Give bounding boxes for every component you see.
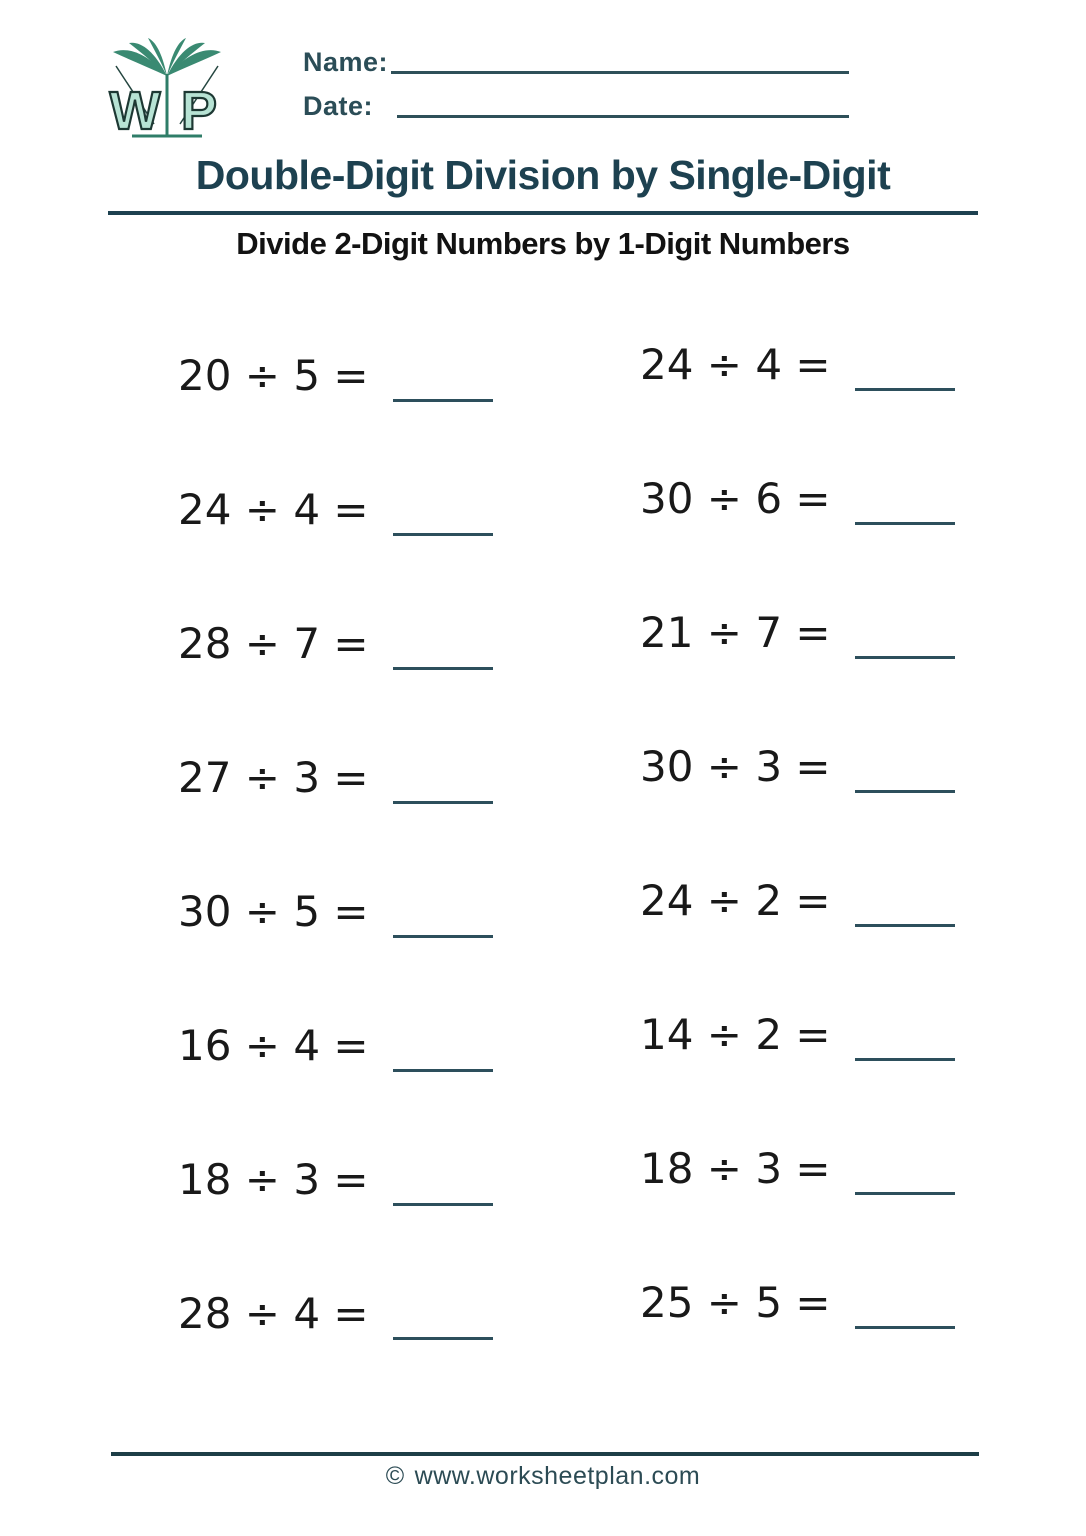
problem-row xyxy=(178,442,638,576)
problem-row xyxy=(178,844,638,978)
student-info-fields xyxy=(303,44,851,132)
title-divider-rule xyxy=(108,211,978,215)
problem-row xyxy=(640,699,1086,833)
answer-blank-line xyxy=(855,1192,955,1195)
answer-blank-line xyxy=(393,399,493,402)
problem-expression: 21 ÷ 7 = xyxy=(640,607,831,657)
problem-row xyxy=(178,1112,638,1246)
name-label: Name: xyxy=(303,47,389,77)
footer-credit xyxy=(0,1462,1086,1491)
page-title: Double-Digit Division by Single-Digit xyxy=(195,152,891,198)
problem-expression: 24 ÷ 4 = xyxy=(178,484,369,534)
answer-blank-line xyxy=(393,533,493,536)
problem-expression: 30 ÷ 6 = xyxy=(640,473,831,523)
problem-expression: 24 ÷ 2 = xyxy=(640,875,831,925)
problem-row xyxy=(178,978,638,1112)
answer-blank-line xyxy=(855,522,955,525)
name-field-row xyxy=(303,44,851,78)
answer-blank-line xyxy=(393,1069,493,1072)
date-field-row xyxy=(303,88,851,122)
problem-expression: 25 ÷ 5 = xyxy=(640,1277,831,1327)
problem-row xyxy=(640,1101,1086,1235)
problem-row xyxy=(640,967,1086,1101)
footer-divider-rule xyxy=(111,1452,979,1456)
copyright-icon: © xyxy=(385,1462,405,1490)
page-subtitle: Divide 2-Digit Numbers by 1-Digit Numbers xyxy=(236,226,850,261)
answer-blank-line xyxy=(393,667,493,670)
answer-blank-line xyxy=(393,1203,493,1206)
problems-column-left xyxy=(178,308,638,1380)
logo-letter-p: P xyxy=(180,81,218,141)
problem-row xyxy=(640,1235,1086,1369)
answer-blank-line xyxy=(855,656,955,659)
problem-expression: 27 ÷ 3 = xyxy=(178,752,369,802)
answer-blank-line xyxy=(855,790,955,793)
answer-blank-line xyxy=(393,935,493,938)
problem-expression: 30 ÷ 5 = xyxy=(178,886,369,936)
problem-row xyxy=(178,1246,638,1380)
answer-blank-line xyxy=(393,1337,493,1340)
answer-blank-line xyxy=(855,924,955,927)
problem-expression: 28 ÷ 4 = xyxy=(178,1288,369,1338)
open-book-logo-icon xyxy=(96,34,238,146)
name-write-line xyxy=(391,71,849,74)
answer-blank-line xyxy=(393,801,493,804)
problem-row xyxy=(178,308,638,442)
answer-blank-line xyxy=(855,388,955,391)
problem-expression: 18 ÷ 3 = xyxy=(178,1154,369,1204)
answer-blank-line xyxy=(855,1058,955,1061)
worksheetplan-logo xyxy=(96,34,238,146)
problem-expression: 28 ÷ 7 = xyxy=(178,618,369,668)
problem-expression: 18 ÷ 3 = xyxy=(640,1143,831,1193)
answer-blank-line xyxy=(855,1326,955,1329)
footer-url: www.worksheetplan.com xyxy=(414,1462,701,1490)
logo-letter-w: W xyxy=(109,81,161,141)
problem-row xyxy=(640,297,1086,431)
problem-expression: 14 ÷ 2 = xyxy=(640,1009,831,1059)
problem-expression: 24 ÷ 4 = xyxy=(640,339,831,389)
date-label: Date: xyxy=(303,91,374,121)
problem-row xyxy=(178,710,638,844)
problem-row xyxy=(640,833,1086,967)
problem-expression: 20 ÷ 5 = xyxy=(178,350,369,400)
problem-expression: 30 ÷ 3 = xyxy=(640,741,831,791)
date-write-line xyxy=(397,115,849,118)
problem-expression: 16 ÷ 4 = xyxy=(178,1020,369,1070)
problem-row xyxy=(640,431,1086,565)
problem-row xyxy=(178,576,638,710)
problem-row xyxy=(640,565,1086,699)
problems-column-right xyxy=(640,297,1086,1369)
